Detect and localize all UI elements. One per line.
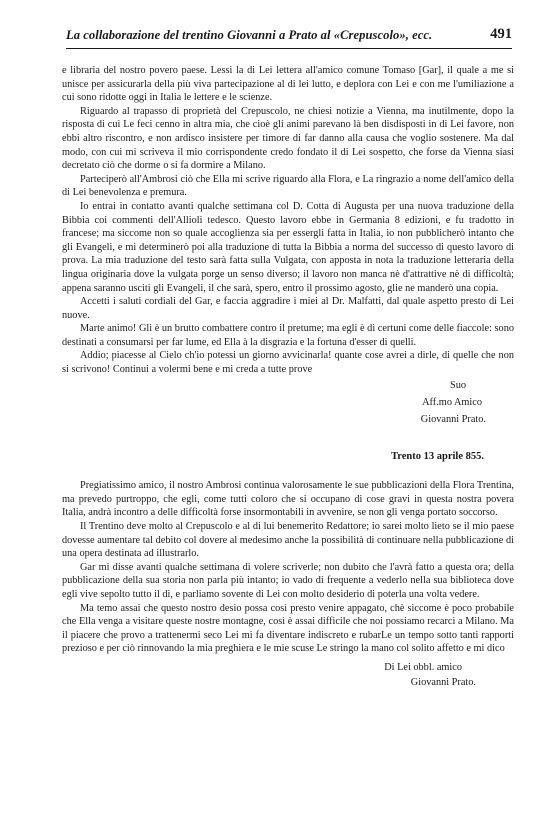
paragraph: Riguardo al trapasso di proprietà del Crepuscolo, ne chiesi notizie a Vienna, ma inutilmente, dopo la risposta di cui Le feci cenno in altra mia, che cioè gli animi parevano là ben disdisposti in di Lei favore, non ebbi altro riscontro, e non ardisco insistere per timore di far danno alla causa che voglio sostenere. Ma dal modo, con cui mi scriveva il mio corrispondente credo fondato il di Lei sospetto, che forse da Vienna siasi decretato ciò che dorme o si fa dormire a Milano. — [62, 105, 514, 172]
running-title: La collaborazione del trentino Giovanni a Prato al «Crepuscolo», ecc. — [66, 28, 433, 42]
letter-two — [62, 450, 514, 690]
paragraph: Il Trentino deve molto al Crepuscolo e al di lui benemerito Redattore; io sarei molto lieto se il mio paese dovesse aumentare tal debito col dovere al medesimo anche la possibilità di continuare nella pubblicazione di una opera destinata ad illustrarlo. — [62, 521, 514, 560]
paragraph: Parteciperò all'Ambrosi ciò che Ella mi scrive riguardo alla Flora, e La ringrazio a nome dell'amico della di Lei benevolenza e premura. — [62, 173, 514, 199]
paragraph: Addio; piacesse al Cielo ch'io potessi un giorno avvicinarla! quante cose avrei a dirle, di quelle che non si scrivono! Continui a volermi bene e mi creda a tutte prove — [62, 350, 514, 376]
signature-name: Giovanni Prato. — [420, 413, 486, 425]
paragraph: Gar mi disse avanti qualche settimana di volere scriverle; non dubito che l'avrà fatto a questa ora; della pubblicazione della sua storia non parla più intanto; io vado di frequente a vederlo nella sua biblioteca dove egli vive sepolto tutto il dì, e parliamo sovente di Lei con molto desiderio di poterla una volta vedere. — [62, 561, 514, 600]
dateline: Trento 13 aprile 855. — [391, 450, 484, 462]
page-header — [66, 26, 512, 49]
paragraph: Marte animo! Gli è un brutto combattere contro il pretume; ma egli è di certuni come delle fiaccole: sono destinati a consumarsi per far lume, ed Ella à la disgrazia e la fortuna d'esser di quelli. — [62, 323, 514, 348]
paragraph: Io entrai in contatto avanti qualche settimana col D. Cotta di Augusta per una nuova traduzione della Bibbia coi commenti dell'Allioli tedesco. Questo lavoro ebbe in Germania 8 edizioni, e fu tradotto in francese; ma siccome non so quale accoglienza sia per essergli fatta in Italia, io non pubblicherò intanto che gli Evangeli, e mi determinerò poi alla traduzione di tutta la Bibbia a norma del successo di questo lavoro di prova. La mia traduzione del testo sarà fatta sulla Vulgata, con apposta in nota la traduzione letteraria della lingua originaria dove la vulgata porge un senso diverso; il lavoro non manca nè d'attrattive nè di difficoltà; appena saranno usciti gli Evangeli, il che sarà, spero, entro il prossimo agosto, glie ne manderò una copia. — [62, 200, 514, 294]
signature-block — [62, 660, 514, 690]
paragraph: Pregiatissimo amico, il nostro Ambrosi continua valorosamente le sue pubblicazioni della Flora Trentina, ma prevedo purtroppo, che egli, come tutti coloro che si occupano di cose gravi in questa nostra povera Italia, andrà incontro a delle difficoltà forse insormontabili in avvenire, se non gli venga portato soccorso. — [62, 480, 514, 519]
signature-block — [62, 377, 514, 428]
signature-name: Giovanni Prato. — [410, 676, 476, 688]
paragraph: Accetti i saluti cordiali del Gar, e faccia aggradire i miei al Dr. Malfatti, dal quale aspetto presto di Lei nuove. — [62, 296, 514, 321]
signature-line: Aff.mo Amico — [422, 396, 482, 408]
signature-line: Di Lei obbl. amico — [384, 661, 462, 673]
body-text — [62, 64, 514, 690]
signature-line: Suo — [449, 379, 466, 391]
paragraph: e libraria del nostro povero paese. Lessi la di Lei lettera all'amico comune Tomaso [Gar], il quale a me si unisce per assicurarla della più viva partecipazione al di lei lutto, e deplora con Lei e con me l'umiliazione a cui sono ridotte oggi in Italia le lettere e le scienze. — [62, 65, 514, 104]
page-number: 491 — [490, 26, 512, 42]
letter-one — [62, 64, 514, 428]
paragraph: Ma temo assai che questo nostro desio possa così presto venire appagato, chè siccome è poco probabile che Ella venga a visitare queste nostre montagne, così è assai difficile che noi possiamo recarci a Milano. Ma il piacere che provo a trattenermi seco Lei mi fa diventare indiscreto e rubarLe un tempo sotto tanti rapporti prezioso e per ciò rinnovando la mia preghiera e le mie scuse Le stringo la mano col solito affetto e mi dico — [62, 602, 514, 655]
